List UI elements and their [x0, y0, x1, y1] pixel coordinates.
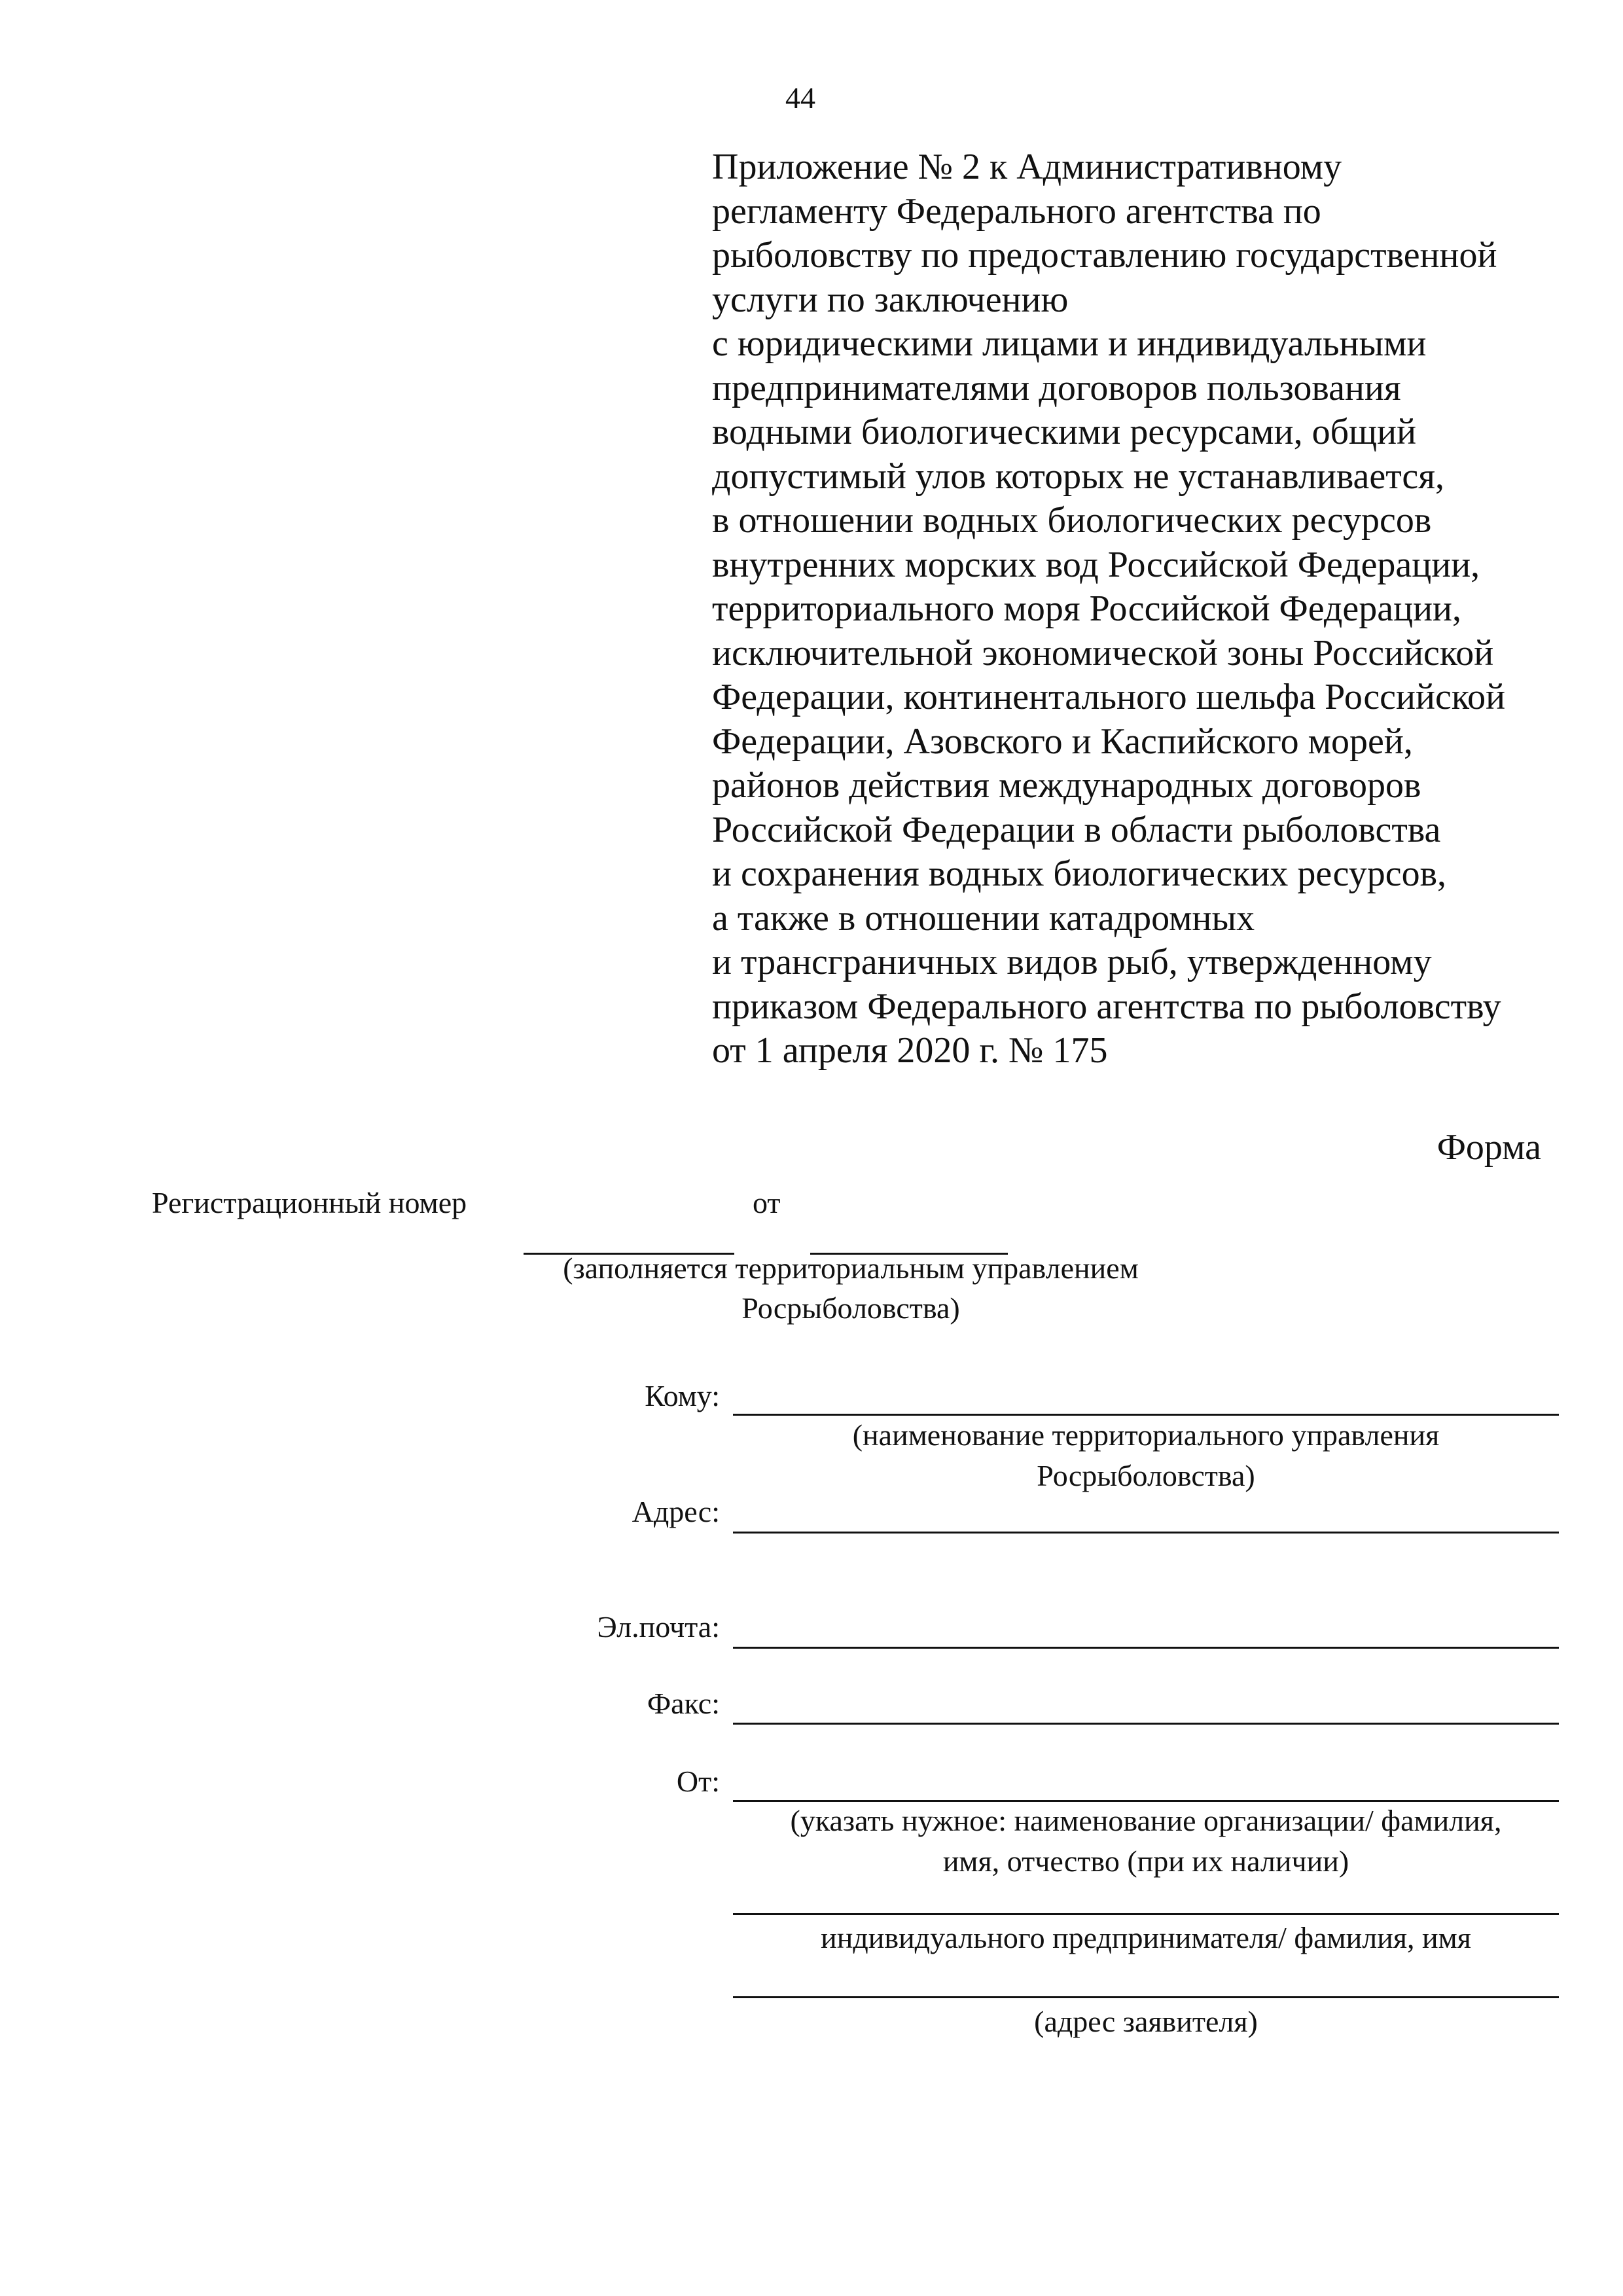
- appendix-line: допустимый улов которых не устанавливается,: [712, 456, 1445, 497]
- from-caption-line: имя, отчество (при их наличии): [942, 1844, 1349, 1878]
- address-label: Адрес:: [632, 1495, 720, 1528]
- to-caption-line: Росрыболовства): [1037, 1459, 1255, 1492]
- appendix-line: Федерации, континентального шельфа Российской: [712, 677, 1506, 717]
- form-label: Форма: [1436, 1127, 1541, 1168]
- page-number: 44: [785, 81, 815, 115]
- from-caption-line: (указать нужное: наименование организации/ фамилия,: [790, 1804, 1502, 1837]
- appendix-line: рыболовству по предоставлению государственной: [712, 235, 1497, 276]
- to-field[interactable]: [733, 1381, 1559, 1416]
- registration-from-label: от: [753, 1186, 781, 1219]
- to-caption: [733, 1415, 1559, 1496]
- applicant-address-field[interactable]: [733, 1964, 1559, 1998]
- address-field[interactable]: [733, 1499, 1559, 1534]
- fax-label: Факс:: [647, 1687, 720, 1720]
- appendix-line: услуги по заключению: [712, 279, 1069, 320]
- appendix-line: Российской Федерации в области рыболовства: [712, 809, 1441, 850]
- appendix-line: и сохранения водных биологических ресурсов,: [712, 853, 1447, 894]
- appendix-line: водными биологическими ресурсами, общий: [712, 412, 1417, 452]
- appendix-line: регламенту Федерального агентства по: [712, 190, 1321, 232]
- appendix-line: с юридическими лицами и индивидуальными: [712, 323, 1427, 364]
- from-field[interactable]: [733, 1767, 1559, 1802]
- from-label: От:: [676, 1765, 720, 1798]
- appendix-line: районов действия международных договоров: [712, 765, 1421, 806]
- appendix-line: исключительной экономической зоны Российской: [712, 632, 1494, 673]
- appendix-line: а также в отношении катадромных: [712, 897, 1255, 939]
- registration-note: [458, 1248, 1243, 1328]
- appendix-line: предпринимателями договоров пользования: [712, 367, 1401, 408]
- from-caption-2: индивидуального предпринимателя/ фамилия, имя: [821, 1921, 1471, 1954]
- appendix-line: и трансграничных видов рыб, утвержденному: [712, 942, 1432, 982]
- to-caption-line: (наименование территориального управления: [852, 1418, 1440, 1452]
- email-label: Эл.почта:: [597, 1610, 720, 1643]
- applicant-address-caption: (адрес заявителя): [1034, 2005, 1258, 2038]
- appendix-line: Федерации, Азовского и Каспийского морей,: [712, 721, 1413, 762]
- appendix-header: [712, 145, 1602, 1073]
- registration-note-line: Росрыболовства): [741, 1291, 960, 1325]
- from-caption: [733, 1801, 1559, 1882]
- appendix-line: внутренних морских вод Российской Федерации,: [712, 544, 1480, 585]
- appendix-line: Приложение № 2 к Административному: [712, 147, 1342, 187]
- appendix-line: территориального моря Российской Федерации,: [712, 588, 1462, 629]
- fax-field[interactable]: [733, 1690, 1559, 1725]
- appendix-line: от 1 апреля 2020 г. № 175: [712, 1030, 1108, 1071]
- registration-note-line: (заполняется территориальным управлением: [563, 1251, 1139, 1285]
- to-label: Кому:: [645, 1379, 720, 1412]
- from-field-line-2[interactable]: [733, 1880, 1559, 1915]
- email-field[interactable]: [733, 1614, 1559, 1649]
- appendix-line: приказом Федерального агентства по рыболовству: [712, 986, 1501, 1027]
- registration-number-label: Регистрационный номер: [152, 1186, 467, 1219]
- appendix-line: в отношении водных биологических ресурсов: [712, 500, 1432, 541]
